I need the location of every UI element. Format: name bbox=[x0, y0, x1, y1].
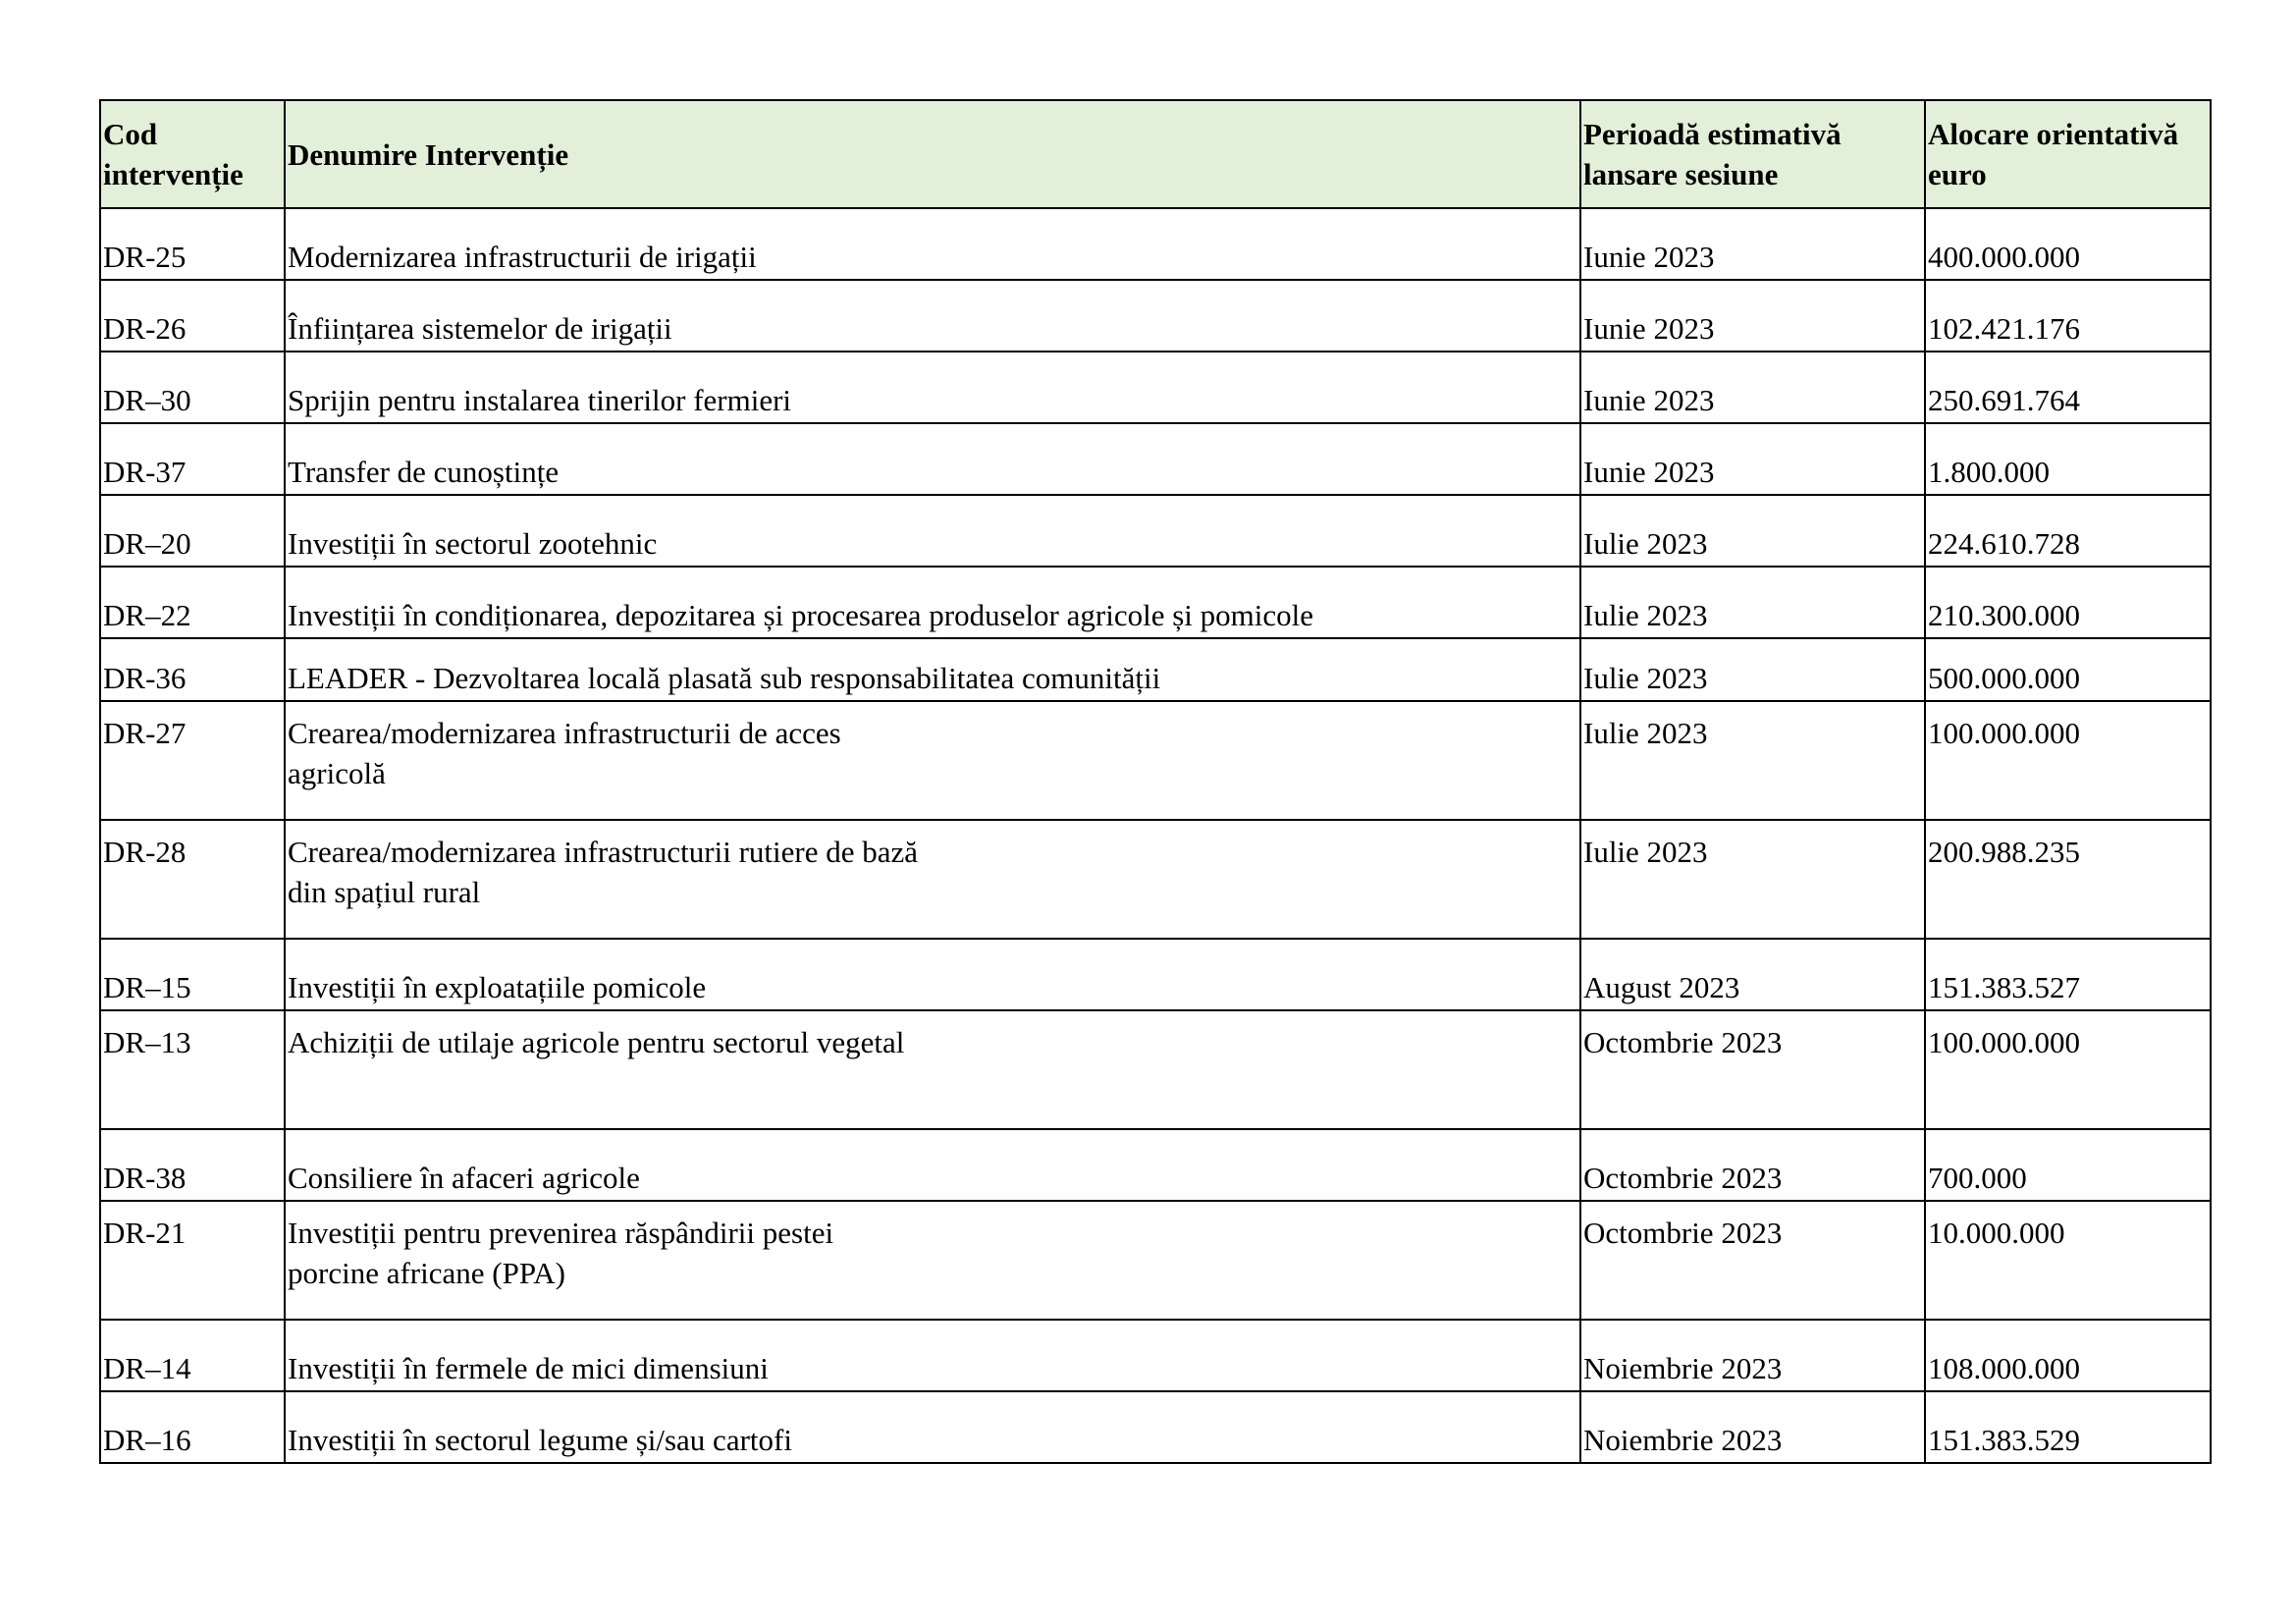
cell-period: Iulie 2023 bbox=[1580, 820, 1925, 939]
cell-allocation: 100.000.000 bbox=[1925, 701, 2211, 820]
cell-name bbox=[285, 1201, 1580, 1320]
table-row bbox=[100, 1201, 2211, 1320]
cell-name: Înființarea sistemelor de irigații bbox=[285, 280, 1580, 352]
cell-code: DR–16 bbox=[100, 1391, 285, 1463]
cell-allocation: 151.383.527 bbox=[1925, 939, 2211, 1010]
cell-allocation: 102.421.176 bbox=[1925, 280, 2211, 352]
cell-name-text: Crearea/modernizarea infrastructurii de acces agricolă bbox=[288, 716, 841, 790]
cell-name: Sprijin pentru instalarea tinerilor fermieri bbox=[285, 352, 1580, 423]
cell-allocation: 10.000.000 bbox=[1925, 1201, 2211, 1320]
cell-period: Iulie 2023 bbox=[1580, 495, 1925, 567]
cell-code: DR–15 bbox=[100, 939, 285, 1010]
cell-period: Noiembrie 2023 bbox=[1580, 1391, 1925, 1463]
table-row bbox=[100, 939, 2211, 1010]
cell-period: Iulie 2023 bbox=[1580, 701, 1925, 820]
cell-allocation: 400.000.000 bbox=[1925, 208, 2211, 280]
cell-code: DR-21 bbox=[100, 1201, 285, 1320]
header-row bbox=[100, 100, 2211, 208]
cell-name-text: Crearea/modernizarea infrastructurii rutiere de bază din spațiul rural bbox=[288, 835, 919, 909]
cell-code: DR-25 bbox=[100, 208, 285, 280]
cell-period: Iunie 2023 bbox=[1580, 208, 1925, 280]
cell-name: Consiliere în afaceri agricole bbox=[285, 1129, 1580, 1201]
cell-period: Iunie 2023 bbox=[1580, 280, 1925, 352]
cell-name: Investiții în sectorul legume și/sau cartofi bbox=[285, 1391, 1580, 1463]
cell-allocation: 200.988.235 bbox=[1925, 820, 2211, 939]
cell-code: DR–22 bbox=[100, 567, 285, 638]
cell-allocation: 210.300.000 bbox=[1925, 567, 2211, 638]
cell-name: Investiții în sectorul zootehnic bbox=[285, 495, 1580, 567]
cell-period: Iunie 2023 bbox=[1580, 423, 1925, 495]
cell-code: DR-26 bbox=[100, 280, 285, 352]
cell-code: DR-27 bbox=[100, 701, 285, 820]
cell-code: DR-38 bbox=[100, 1129, 285, 1201]
cell-name-text: Achiziții de utilaje agricole pentru sectorul vegetal bbox=[288, 1025, 905, 1059]
cell-name: LEADER - Dezvoltarea locală plasată sub responsabilitatea comunității bbox=[285, 638, 1580, 701]
cell-name: Investiții în fermele de mici dimensiuni bbox=[285, 1320, 1580, 1391]
table-row bbox=[100, 1010, 2211, 1129]
table-row bbox=[100, 352, 2211, 423]
cell-name bbox=[285, 701, 1580, 820]
table-body bbox=[100, 208, 2211, 1463]
cell-allocation: 224.610.728 bbox=[1925, 495, 2211, 567]
cell-period: Iulie 2023 bbox=[1580, 638, 1925, 701]
cell-name: Investiții în condiționarea, depozitarea și procesarea produselor agricole și pomicole bbox=[285, 567, 1580, 638]
cell-code: DR–30 bbox=[100, 352, 285, 423]
cell-period: Iunie 2023 bbox=[1580, 352, 1925, 423]
cell-period: Octombrie 2023 bbox=[1580, 1201, 1925, 1320]
table-row bbox=[100, 701, 2211, 820]
table-row bbox=[100, 638, 2211, 701]
table-row bbox=[100, 208, 2211, 280]
cell-allocation: 1.800.000 bbox=[1925, 423, 2211, 495]
cell-period: Iulie 2023 bbox=[1580, 567, 1925, 638]
cell-period: Octombrie 2023 bbox=[1580, 1129, 1925, 1201]
table-row bbox=[100, 280, 2211, 352]
cell-allocation: 250.691.764 bbox=[1925, 352, 2211, 423]
cell-name: Investiții în exploatațiile pomicole bbox=[285, 939, 1580, 1010]
table-row bbox=[100, 1391, 2211, 1463]
cell-name-text: Investiții pentru prevenirea răspândirii pestei porcine africane (PPA) bbox=[288, 1216, 834, 1290]
table-row bbox=[100, 423, 2211, 495]
table-row bbox=[100, 567, 2211, 638]
cell-name bbox=[285, 1010, 1580, 1129]
cell-name: Modernizarea infrastructurii de irigații bbox=[285, 208, 1580, 280]
cell-allocation: 700.000 bbox=[1925, 1129, 2211, 1201]
cell-code: DR–14 bbox=[100, 1320, 285, 1391]
table-row bbox=[100, 495, 2211, 567]
cell-code: DR–13 bbox=[100, 1010, 285, 1129]
cell-code: DR-37 bbox=[100, 423, 285, 495]
cell-code: DR-28 bbox=[100, 820, 285, 939]
cell-name: Transfer de cunoștințe bbox=[285, 423, 1580, 495]
cell-code: DR–20 bbox=[100, 495, 285, 567]
cell-allocation: 151.383.529 bbox=[1925, 1391, 2211, 1463]
cell-name bbox=[285, 820, 1580, 939]
header-period: Perioadă estimativă lansare sesiune bbox=[1580, 100, 1925, 208]
header-code: Cod intervenție bbox=[100, 100, 285, 208]
cell-period: Octombrie 2023 bbox=[1580, 1010, 1925, 1129]
cell-allocation: 108.000.000 bbox=[1925, 1320, 2211, 1391]
header-name: Denumire Intervenție bbox=[285, 100, 1580, 208]
header-allocation: Alocare orientativă euro bbox=[1925, 100, 2211, 208]
table-row bbox=[100, 1129, 2211, 1201]
cell-allocation: 100.000.000 bbox=[1925, 1010, 2211, 1129]
table-row bbox=[100, 820, 2211, 939]
cell-period: Noiembrie 2023 bbox=[1580, 1320, 1925, 1391]
cell-period: August 2023 bbox=[1580, 939, 1925, 1010]
table-header bbox=[100, 100, 2211, 208]
cell-code: DR-36 bbox=[100, 638, 285, 701]
table-row bbox=[100, 1320, 2211, 1391]
cell-allocation: 500.000.000 bbox=[1925, 638, 2211, 701]
interventions-table bbox=[99, 99, 2212, 1464]
